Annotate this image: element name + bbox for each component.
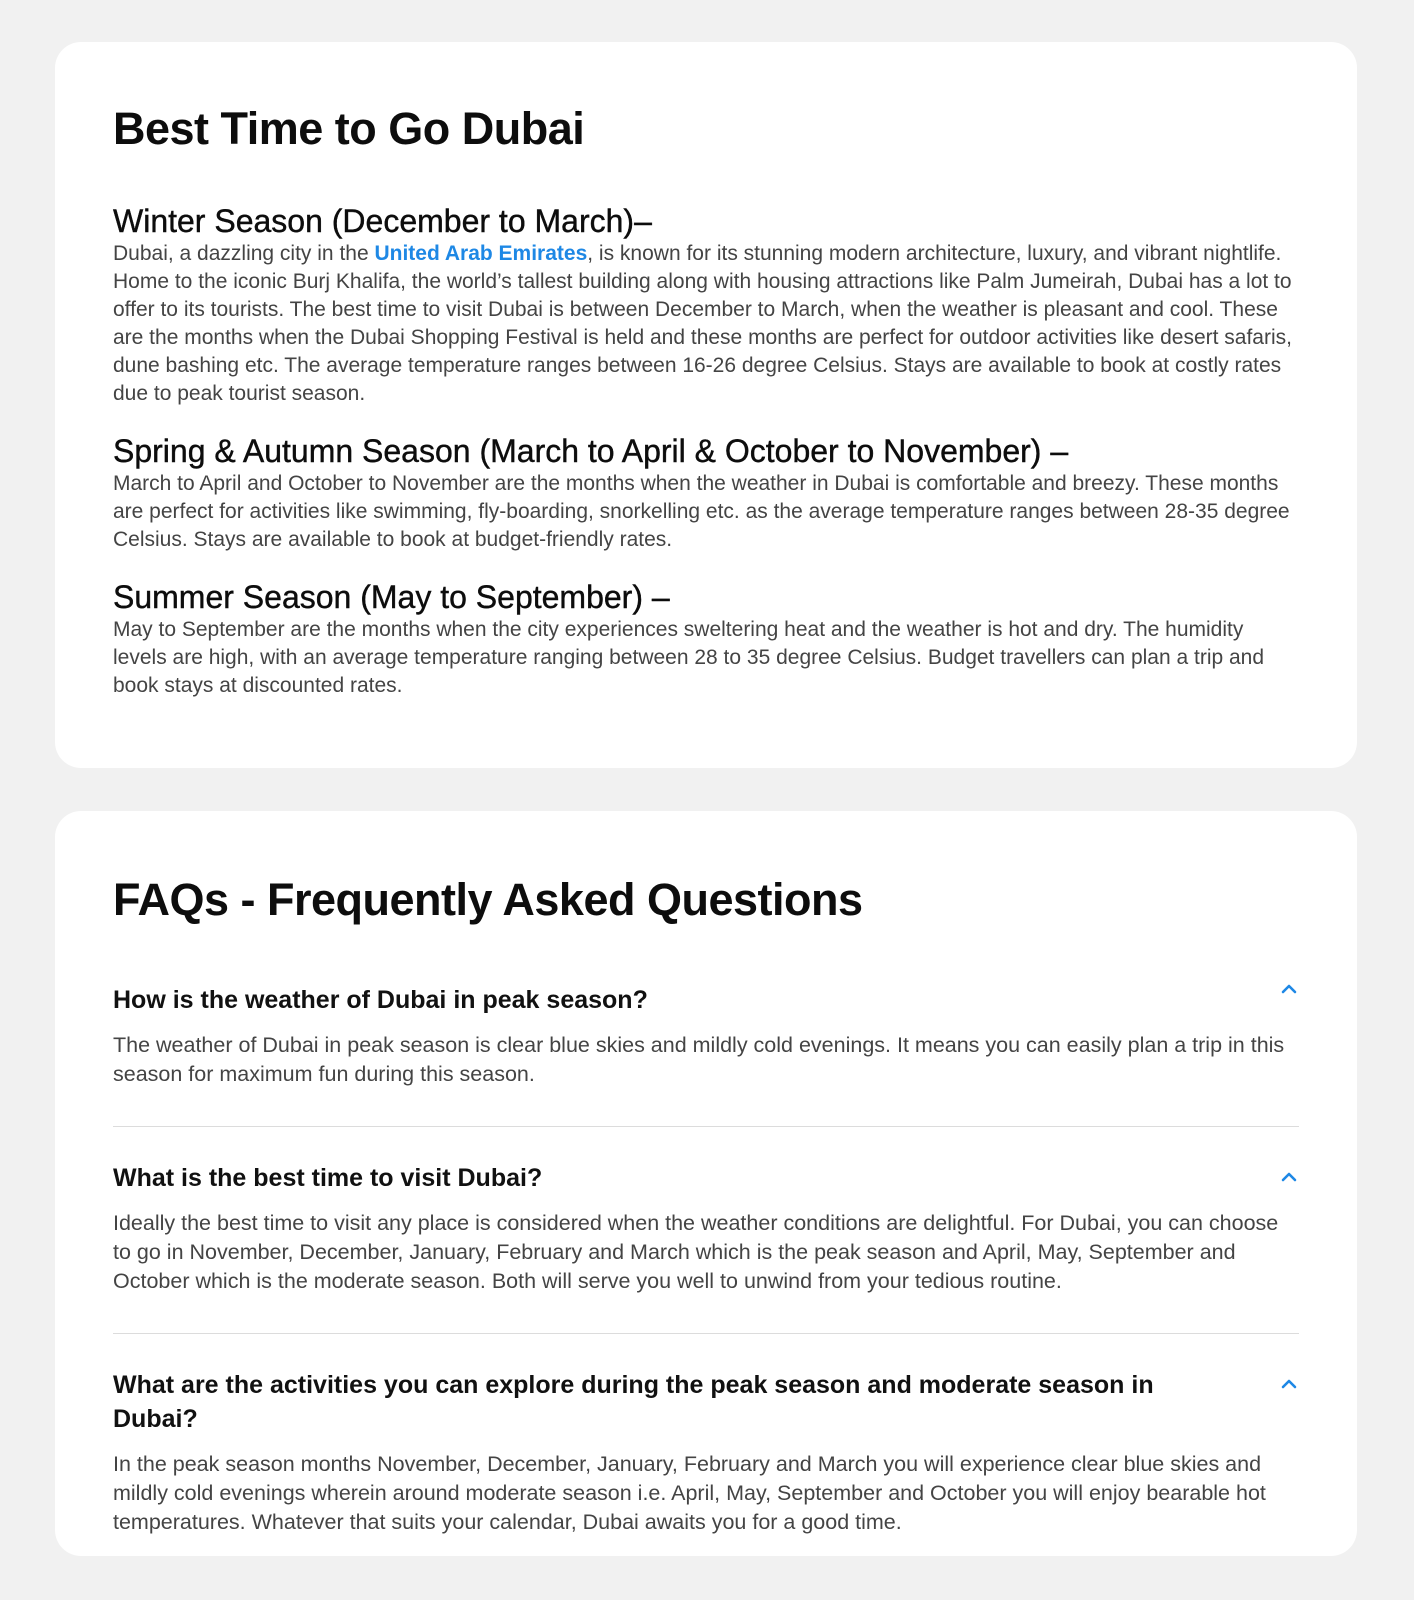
faq-question[interactable]: What are the activities you can explore during the peak season and moderate season in Dubai? (113, 1371, 1154, 1433)
season-text-after-link: , is known for its stunning modern architecture, luxury, and vibrant nightlife. Home to the iconic Burj Khalifa, the world’s tallest building along with housing attractions like Palm Jumeirah, Dubai has a lot to offer to its tourists. The best time to visit Dubai is between December to March, when the weather is pleasant and cool. These are the months when the Dubai Shopping Festival is held and these months are perfect for outdoor activities like desert safaris, dune bashing etc. The average temperature ranges between 16-26 degree Celsius. Stays are available to book at costly rates due to peak tourist season. (113, 242, 1292, 405)
chevron-up-icon[interactable] (1279, 979, 1299, 999)
season-heading: Spring & Autumn Season (March to April & October to November) – (113, 433, 1069, 469)
faq-title: FAQs - Frequently Asked Questions (113, 874, 863, 925)
season-description: March to April and October to November are the months when the weather in Dubai is comfortable and breezy. These months are perfect for activities like swimming, fly-boarding, snorkelling etc. as the average temperature ranges between 28-35 degree Celsius. Stays are available to book at budget-friendly rates. (113, 472, 1290, 551)
season-text-before-link: Dubai, a dazzling city in the (113, 242, 375, 265)
faq-card (55, 811, 1357, 1556)
faq-answer: In the peak season months November, December, January, February and March you will experience clear blue skies and mildly cold evenings wherein around moderate season i.e. April, May, September and October you will enjoy bearable hot temperatures. Whatever that suits your calendar, Dubai awaits you for a good time. (113, 1452, 1266, 1534)
season-spring-autumn (113, 432, 1299, 554)
best-time-card (55, 42, 1357, 768)
season-description: May to September are the months when the city experiences sweltering heat and the weather is hot and dry. The humidity levels are high, with an average temperature ranging between 28 to 35 degree Celsius. Budget travellers can plan a trip and book stays at discounted rates. (113, 618, 1265, 697)
united-arab-emirates-link[interactable]: United Arab Emirates (374, 242, 588, 265)
season-summer (113, 578, 1299, 700)
season-description (113, 240, 1299, 408)
faq-list (113, 973, 1299, 1537)
chevron-up-icon[interactable] (1279, 1374, 1299, 1394)
season-heading: Winter Season (December to March)– (113, 203, 652, 239)
faq-answer: The weather of Dubai in peak season is clear blue skies and mildly cold evenings. It means you can easily plan a trip in this season for maximum fun during this season. (113, 1033, 1285, 1086)
season-winter (113, 202, 1299, 408)
chevron-up-icon[interactable] (1279, 1167, 1299, 1187)
faq-answer: Ideally the best time to visit any place is considered when the weather conditions are delightful. For Dubai, you can choose to go in November, December, January, February and March which is the peak season and April, May, September and October which is the moderate season. Both will serve you well to unwind from your tedious routine. (113, 1211, 1279, 1293)
season-heading: Summer Season (May to September) – (113, 579, 670, 615)
faq-question[interactable]: How is the weather of Dubai in peak season? (113, 986, 648, 1014)
faq-item (113, 1127, 1299, 1334)
faq-item (113, 1334, 1299, 1537)
faq-item (113, 973, 1299, 1127)
faq-question[interactable]: What is the best time to visit Dubai? (113, 1164, 543, 1192)
best-time-title: Best Time to Go Dubai (113, 103, 585, 154)
